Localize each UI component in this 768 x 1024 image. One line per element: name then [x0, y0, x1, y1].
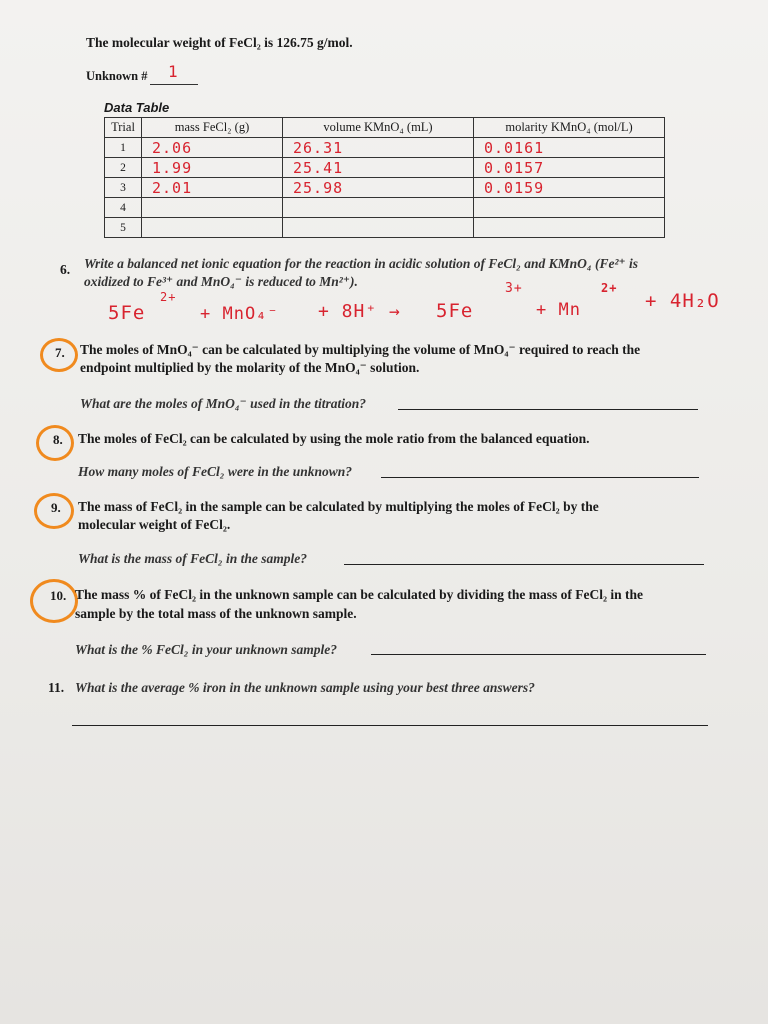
unknown-line	[150, 84, 198, 85]
data-table	[104, 117, 665, 238]
q8-line1: The moles of FeCl₂ can be calculated by using the mole ratio from the balanced equation.	[78, 431, 590, 446]
mass-cell	[142, 198, 283, 218]
q7-answer-line[interactable]	[398, 409, 698, 410]
q10-question: What is the % FeCl₂ in your unknown sample?	[75, 642, 338, 657]
q11-answer-line[interactable]	[72, 725, 708, 726]
eq-charge-mn2: 2+	[601, 281, 618, 295]
q10-line1: The mass % of FeCl₂ in the unknown sample can be calculated by dividing the mass of FeCl₂ in the	[75, 587, 644, 602]
volume-cell	[283, 198, 474, 218]
q7-number: 7.	[55, 345, 65, 360]
volume-cell	[283, 218, 474, 238]
molarity-cell: 0.0157	[474, 158, 665, 178]
table-header-row	[105, 118, 665, 138]
eq-term-8h: + 8H⁺ →	[318, 301, 401, 322]
q6-number: 6.	[60, 262, 71, 277]
q11-question: What is the average % iron in the unknown sample using your best three answers?	[75, 680, 535, 695]
unknown-label: Unknown #	[86, 69, 148, 83]
q9-question: What is the mass of FeCl₂ in the sample?	[78, 551, 307, 566]
eq-term-4h2o: + 4H₂O	[645, 290, 720, 312]
table-header-cell: volume KMnO₄ (mL)	[283, 118, 474, 138]
q10-answer-line[interactable]	[371, 654, 706, 655]
molarity-cell: 0.0161	[474, 138, 665, 158]
mass-cell: 1.99	[142, 158, 283, 178]
eq-term-mno4: + MnO₄⁻	[200, 304, 279, 324]
q7-line1: The moles of MnO₄⁻ can be calculated by multiplying the volume of MnO₄⁻ required to reach the	[80, 342, 641, 357]
table-row	[105, 158, 665, 178]
molarity-cell: 0.0159	[474, 178, 665, 198]
q7-line2: endpoint multiplied by the molarity of the MnO₄⁻ solution.	[80, 360, 420, 375]
q8-question: How many moles of FeCl₂ were in the unknown?	[78, 464, 352, 479]
volume-cell: 25.41	[283, 158, 474, 178]
trial-cell: 3	[105, 178, 142, 198]
q11-number: 11.	[48, 680, 65, 695]
trial-cell: 5	[105, 218, 142, 238]
mass-cell: 2.01	[142, 178, 283, 198]
mass-cell: 2.06	[142, 138, 283, 158]
q9-answer-line[interactable]	[344, 564, 704, 565]
q10-line2: sample by the total mass of the unknown sample.	[75, 606, 357, 621]
eq-charge-fe3: 3+	[505, 281, 523, 296]
q9-line1: The mass of FeCl₂ in the sample can be calculated by multiplying the moles of FeCl₂ by the	[78, 499, 599, 514]
table-row	[105, 218, 665, 238]
molarity-cell	[474, 218, 665, 238]
trial-cell: 4	[105, 198, 142, 218]
table-row	[105, 198, 665, 218]
eq-term-5fe: 5Fe	[108, 302, 146, 324]
volume-cell: 26.31	[283, 138, 474, 158]
eq-term-mn: + Mn	[536, 300, 581, 320]
eq-term-5fe-product: 5Fe	[436, 300, 474, 322]
data-table-title: Data Table	[104, 100, 170, 115]
q10-number: 10.	[50, 588, 67, 603]
q7-question: What are the moles of MnO₄⁻ used in the titration?	[80, 396, 366, 411]
eq-charge-fe2: 2+	[160, 290, 177, 304]
trial-cell: 2	[105, 158, 142, 178]
table-row	[105, 178, 665, 198]
table-header-cell: molarity KMnO₄ (mol/L)	[474, 118, 665, 138]
trial-cell: 1	[105, 138, 142, 158]
molarity-cell	[474, 198, 665, 218]
q6-line2: oxidized to Fe³⁺ and MnO₄⁻ is reduced to Mn²⁺).	[84, 274, 358, 289]
table-header-cell: mass FeCl₂ (g)	[142, 118, 283, 138]
table-header-cell: Trial	[105, 118, 142, 138]
molecular-weight-text: The molecular weight of FeCl₂ is 126.75 g/mol.	[86, 35, 353, 50]
q8-number: 8.	[53, 432, 63, 447]
q8-answer-line[interactable]	[381, 477, 699, 478]
mass-cell	[142, 218, 283, 238]
volume-cell: 25.98	[283, 178, 474, 198]
q9-number: 9.	[51, 500, 61, 515]
unknown-value: 1	[168, 62, 179, 81]
table-row	[105, 138, 665, 158]
q9-line2: molecular weight of FeCl₂.	[78, 517, 231, 532]
q6-line1: Write a balanced net ionic equation for the reaction in acidic solution of FeCl₂ and KMnO₄ (Fe²⁺ is	[84, 256, 638, 271]
